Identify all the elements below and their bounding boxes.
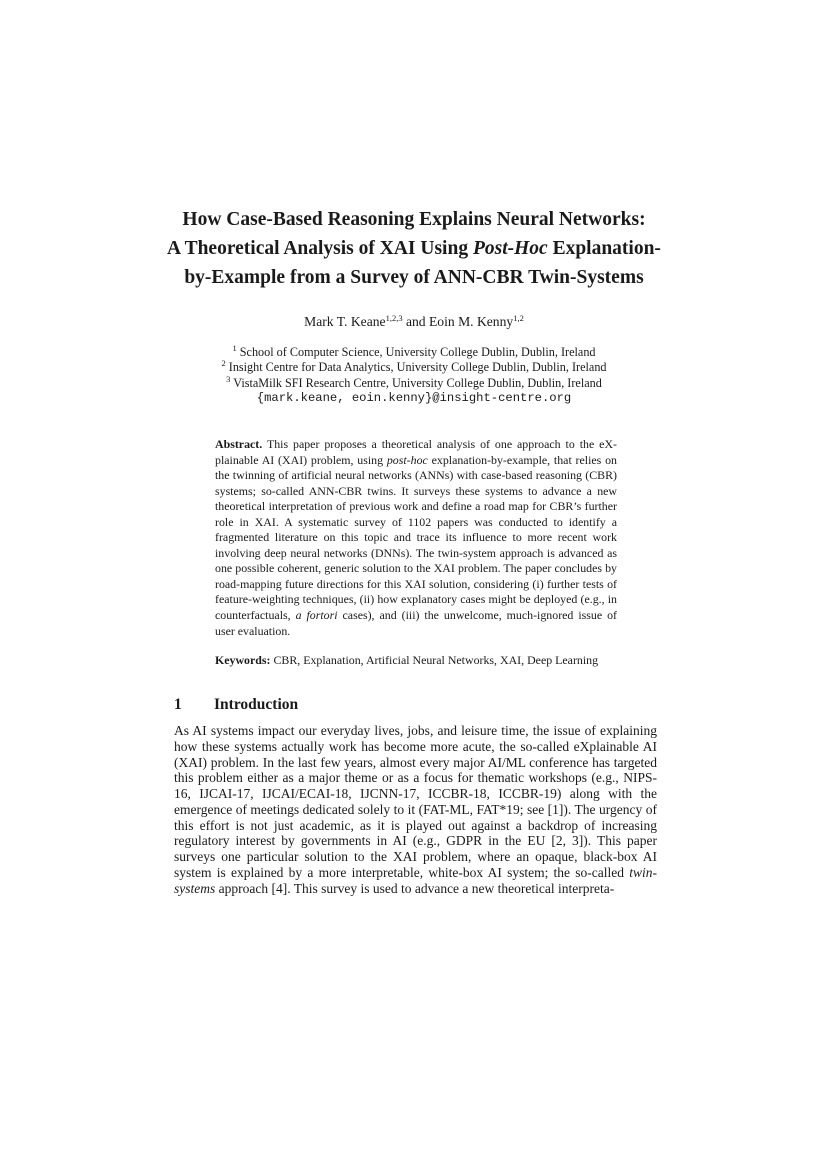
title-line-1: How Case-Based Reasoning Explains Neural Networks:	[182, 209, 646, 230]
intro-text-2: approach [4]. This survey is used to advance a new theoretical interpreta-	[215, 880, 615, 896]
affiliations	[160, 345, 668, 406]
author-affiliation-marks-2: 1,2	[513, 313, 524, 323]
intro-italic: twin-systems	[174, 864, 657, 896]
title-line-3: by-Example from a Survey of ANN-CBR Twin-Systems	[184, 267, 644, 288]
abstract-text-1: This paper proposes a theoretical analysis of one approach to the eXplainable AI (XAI) problem, using	[215, 437, 617, 467]
abstract-text-2: explanation-by-example, that relies on the twinning of artificial neural networks (ANNs) with case-based reasoning (CBR) systems; so-called ANN-CBR twins. It surveys these systems to advance a new theoretical interpretation of previous work and define a road map for CBR’s further role in XAI. A systematic survey of 1102 papers was conducted to identify a fragmented literature on this topic and trace its influence to more recent work involving deep neural networks (DNNs). The twin-system approach is advanced as one possible coherent, generic solution to the XAI problem. The paper concludes by road-mapping future directions for this XAI solution, considering (i) further tests of feature-weighting techniques, (ii) how explanatory cases might be deployed (e.g., in counterfactuals,	[215, 452, 617, 623]
introduction-paragraph	[174, 723, 657, 896]
author-name-2: Eoin M. Kenny	[429, 314, 514, 329]
section-title: Introduction	[214, 696, 299, 713]
affiliation-1	[160, 345, 668, 360]
abstract-italic-2: a fortori	[295, 608, 338, 623]
intro-text-1: As AI systems impact our everyday lives, jobs, and leisure time, the issue of explaining how these systems actually work has become more acute, the so-called eXplainable AI (XAI) problem. In the last few years, almost every major AI/ML conference has targeted this problem either as a major theme or as a focus for thematic workshops (e.g., NIPS-16, IJCAI-17, IJCAI/ECAI-18, IJCNN-17, ICCBR-18, ICCBR-19) along with the emergence of meetings dedicated solely to it (FAT-ML, FAT*19; see [1]). The urgency of this effort is not just academic, as it is played out against a backdrop of increasing regulatory interest by governments in AI (e.g., GDPR in the EU [2, 3]). This paper surveys one particular solution to the XAI problem, where an opaque, black-box AI system is explained by a more interpretable, white-box AI system; the so-called	[174, 723, 657, 880]
keywords	[215, 653, 617, 669]
affiliation-mark: 1	[232, 343, 237, 353]
abstract-label: Abstract.	[215, 437, 263, 451]
title-line-2-italic: Post-Hoc	[472, 238, 548, 259]
affiliation-3	[160, 373, 668, 391]
introduction-body	[174, 723, 657, 896]
title-line-2-start: A Theoretical Analysis of XAI Using	[167, 238, 473, 259]
abstract-paragraph	[215, 437, 617, 639]
author-emails: {mark.keane, eoin.kenny}@insight-centre.org	[256, 390, 572, 405]
section-heading	[174, 695, 298, 715]
author-line	[160, 313, 668, 331]
abstract-text-3: cases), and (iii) the unwelcome, much-ignored issue of user evaluation.	[215, 608, 617, 638]
title-line-2-end: Explanation-	[547, 238, 661, 259]
affiliation-text: School of Computer Science, University College Dublin, Dublin, Ireland	[236, 345, 596, 359]
abstract-italic-1: post-hoc	[386, 452, 428, 467]
section-number: 1	[174, 696, 182, 713]
author-name-1: Mark T. Keane	[304, 314, 386, 329]
paper-title	[160, 205, 668, 292]
keywords-label: Keywords:	[215, 653, 271, 667]
affiliation-text: Insight Centre for Data Analytics, University College Dublin, Dublin, Ireland	[225, 360, 607, 375]
abstract	[215, 437, 617, 639]
keywords-text: CBR, Explanation, Artificial Neural Networks, XAI, Deep Learning	[270, 653, 599, 667]
title-line-2	[160, 234, 668, 263]
affiliation-text: VistaMilk SFI Research Centre, University College Dublin, Dublin, Ireland	[230, 375, 602, 390]
author-affiliation-marks-1: 1,2,3	[385, 313, 403, 323]
affiliation-mark: 2	[221, 358, 226, 369]
affiliation-mark: 3	[226, 373, 231, 384]
affiliation-2	[160, 360, 668, 375]
author-conjunction: and	[402, 314, 429, 329]
